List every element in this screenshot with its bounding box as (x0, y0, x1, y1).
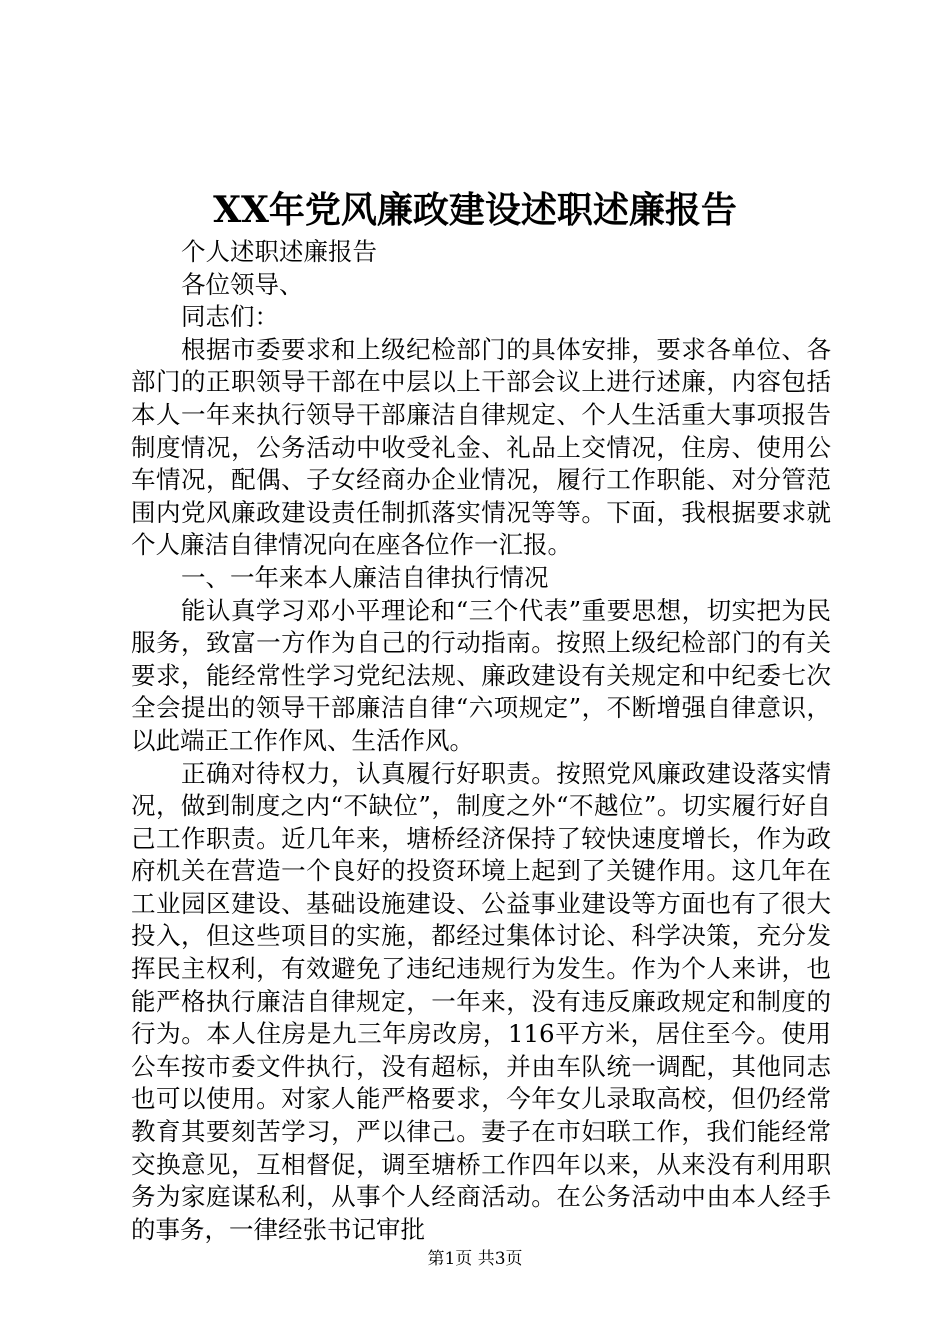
paragraph-salutation-1: 各位领导、 (181, 269, 304, 299)
document-title: XX年党风廉政建设述职述廉报告 (213, 189, 737, 231)
section-heading-1: 一、一年来本人廉洁自律执行情况 (181, 562, 549, 592)
page-footer: 第1页 共3页 (427, 1249, 523, 1269)
paragraph-salutation-2: 同志们： (181, 302, 279, 332)
paragraph-duty: 正确对待权力，认真履行好职责。按照党风廉政建设落实情况，做到制度之内“不缺位”，制度之外“不越位”。切实履行好自己工作职责。近几年来，塘桥经济保持了较快速度增长，作为政府机关在营造一个良好的投资环境上起到了关键作用。这几年在工业园区建设、基础设施建设、公益事业建设等方面也有了很大投入，但这些项目的实施，都经过集体讨论、科学决策，充分发挥民主权利，有效避免了违纪违规行为发生。作为个人来讲，也能严格执行廉洁自律规定，一年来，没有违反廉政规定和制度的行为。本人住房是九三年房改房，116平方米，居住至今。使用公车按市委文件执行，没有超标，并由车队统一调配，其他同志也可以使用。对家人能严格要求，今年女儿录取高校，但仍经常教育其要刻苦学习，严以律己。妻子在市妇联工作，我们能经常交换意见，互相督促，调至塘桥工作四年以来，从来没有利用职务为家庭谋私利，从事个人经商活动。在公务活动中由本人经手的事务，一律经张书记审批 (131, 758, 831, 1244)
document-body (131, 236, 831, 1246)
paragraph-intro: 根据市委要求和上级纪检部门的具体安排，要求各单位、各部门的正职领导干部在中层以上干部会议上进行述廉，内容包括本人一年来执行领导干部廉洁自律规定、个人生活重大事项报告制度情况，公务活动中收受礼金、礼品上交情况，住房、使用公车情况，配偶、子女经商办企业情况，履行工作职能、对分管范围内党风廉政建设责任制抓落实情况等等。下面，我根据要求就个人廉洁自律情况向在座各位作一汇报。 (131, 334, 831, 560)
paragraph-study: 能认真学习邓小平理论和“三个代表”重要思想，切实把为民服务，致富一方作为自己的行动指南。按照上级纪检部门的有关要求，能经常性学习党纪法规、廉政建设有关规定和中纪委七次全会提出的领导干部廉洁自律“六项规定”，不断增强自律意识，以此端正工作作风、生活作风。 (131, 595, 831, 755)
paragraph-subtitle: 个人述职述廉报告 (181, 237, 377, 266)
